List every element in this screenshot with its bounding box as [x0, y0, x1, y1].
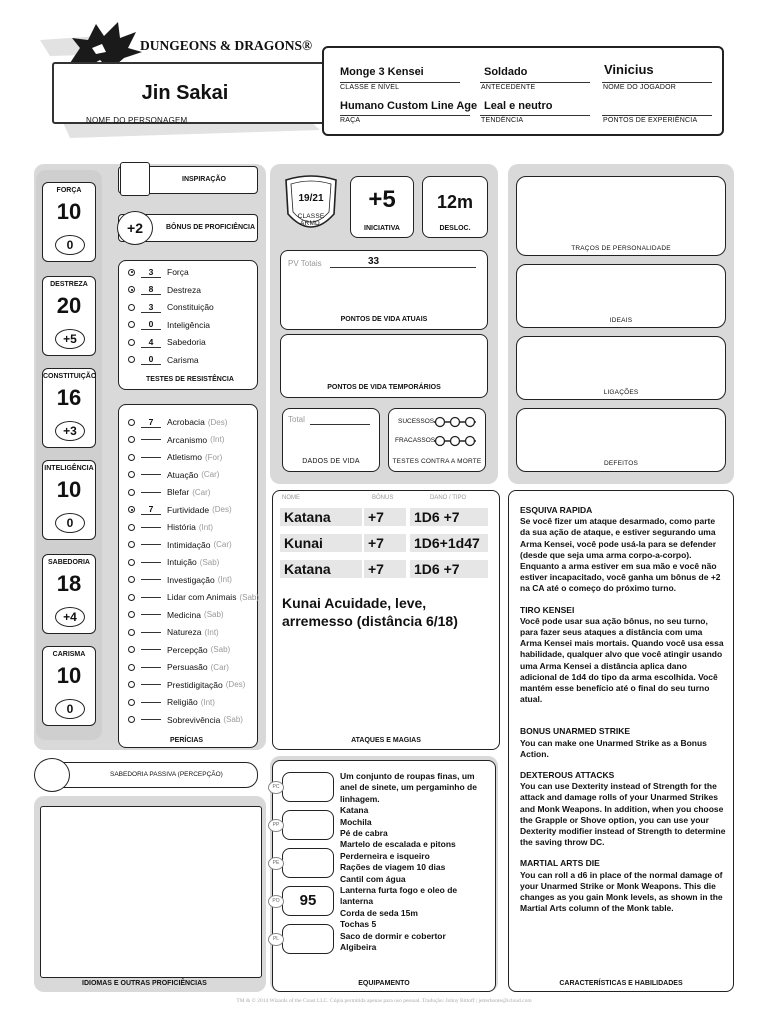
- proficiency-dot[interactable]: [128, 489, 135, 496]
- feature-heading: TIRO KENSEI: [520, 604, 575, 615]
- coin-box-pp[interactable]: [282, 810, 334, 840]
- skill-ability: (Sab): [239, 592, 260, 602]
- skill-value[interactable]: 7: [141, 504, 161, 515]
- skill-ability: (Sab): [210, 645, 231, 654]
- skill-ability: (Des): [207, 417, 228, 427]
- skill-value[interactable]: [141, 527, 161, 528]
- skill-row: [128, 589, 259, 605]
- skill-row: [128, 624, 219, 640]
- skill-value[interactable]: [141, 667, 161, 668]
- armor-class-value[interactable]: 19/21: [298, 193, 324, 204]
- background-value[interactable]: Soldado: [484, 66, 528, 78]
- skill-value[interactable]: [141, 649, 161, 650]
- skill-row: [128, 484, 210, 500]
- saving-throw-row: [128, 334, 206, 350]
- proficiency-dot[interactable]: [128, 304, 135, 311]
- skill-value[interactable]: [141, 457, 161, 458]
- speed-label: DESLOC.: [439, 225, 471, 232]
- attack-bonus[interactable]: +7: [364, 534, 406, 552]
- skill-row: [128, 519, 213, 535]
- proficiency-dot[interactable]: [128, 594, 135, 601]
- skill-row: [128, 572, 232, 588]
- feature-heading: MARTIAL ARTS DIE: [520, 858, 600, 869]
- skill-name: Furtividade: [167, 504, 210, 515]
- xp-label: PONTOS DE EXPERIÊNCIA: [603, 117, 698, 124]
- proficiency-dot[interactable]: [128, 356, 135, 363]
- equipment-item: Martelo de escalada e pitons: [340, 839, 456, 850]
- proficiency-dot[interactable]: [128, 681, 135, 688]
- race-value[interactable]: Humano Custom Line Age: [340, 100, 478, 112]
- skill-row: [128, 432, 224, 448]
- feature-text: Você pode usar sua ação bônus, no seu turno, para fazer seus ataques a distância com uma Arma Kensei mais mortais. Quando você usa essa habilidade, qualquer alvo que você atingir usando uma Arma Kensei a distância aplica dano adicional de 1d4 do tipo da arma escolhida. Você mantém esse benefício até o final do seu turno atual.: [520, 615, 724, 705]
- skill-ability: (Car): [192, 487, 211, 497]
- personality-traits-label: TRAÇOS DE PERSONALIDADE: [571, 245, 671, 252]
- equipment-item: Mochila: [340, 816, 372, 827]
- features-text[interactable]: [520, 505, 726, 915]
- proficiency-dot[interactable]: [128, 339, 135, 346]
- saving-throw-row: [128, 352, 199, 368]
- equipment-item: Algibeira: [340, 942, 377, 953]
- skill-name: Religião: [167, 697, 198, 707]
- proficiency-dot[interactable]: [128, 436, 135, 443]
- attack-name[interactable]: Katana: [280, 508, 362, 526]
- skill-name: Percepção: [167, 644, 208, 655]
- inspiration-input[interactable]: [120, 162, 150, 196]
- ability-wisdom: SABEDORIA 18 +4: [42, 554, 96, 634]
- ability-intelligence: INTELIGÊNCIA 10 0: [42, 460, 96, 540]
- skill-row: [128, 449, 222, 465]
- saving-throw-name: Inteligência: [167, 319, 211, 330]
- equipment-item: Saco de dormir e cobertor: [340, 930, 446, 941]
- skill-ability: (Car): [201, 470, 220, 479]
- attacks-col-damage: DANO / TIPO: [430, 495, 467, 501]
- skill-name: Acrobacia: [167, 417, 205, 427]
- coin-label: PE: [268, 857, 284, 870]
- ability-constitution: CONSTITUIÇÃO 16 +3: [42, 368, 96, 448]
- personality-traits-box[interactable]: [516, 176, 726, 256]
- languages-title: IDIOMAS E OUTRAS PROFICIÊNCIAS: [82, 980, 207, 987]
- skill-name: Blefar: [167, 487, 190, 497]
- proficiency-dot[interactable]: [128, 576, 135, 583]
- saving-throw-value[interactable]: 4: [141, 337, 161, 348]
- equipment-item: Lanterna furta fogo e oleo de lanterna: [340, 885, 458, 907]
- proficiency-dot[interactable]: [128, 286, 135, 293]
- equipment-item: Corda de seda 15m: [340, 907, 418, 918]
- proficiency-dot[interactable]: [128, 629, 135, 636]
- proficiency-dot[interactable]: [128, 321, 135, 328]
- equipment-title: EQUIPAMENTO: [358, 980, 410, 987]
- alignment-label: TENDÊNCIA: [481, 117, 524, 124]
- skill-row: [128, 502, 232, 518]
- proficiency-dot[interactable]: [128, 269, 135, 276]
- equipment-item: Tochas 5: [340, 919, 377, 930]
- attack-name[interactable]: Kunai: [280, 534, 362, 552]
- race-label: RAÇA: [340, 117, 361, 124]
- proficiency-dot[interactable]: [128, 419, 135, 426]
- feature-text: Se você fizer um ataque desarmado, como parte da sua ação de ataque, e estiver segurando uma Arma Kensei, você pode usá-la para se defender (desde que seja uma arma corpo-a-corpo). Enquanto a arma estiver em sua mão e você não estiver incapacitado, você ganha um bônus de +2 na CA até o começo do próximo turno.: [520, 516, 721, 594]
- coin-box-po[interactable]: 95: [282, 886, 334, 916]
- skill-value[interactable]: [141, 719, 161, 720]
- skill-ability: (Des): [225, 680, 246, 689]
- skills-title: PERÍCIAS: [170, 737, 204, 744]
- skill-name: Investigação: [167, 574, 215, 585]
- saving-throw-value[interactable]: 0: [141, 319, 161, 330]
- skill-ability: (Sab): [223, 715, 243, 724]
- skill-ability: (Int): [198, 522, 214, 532]
- skill-name: Arcanismo: [167, 434, 208, 445]
- coin-box-pc[interactable]: [282, 772, 334, 802]
- ability-charisma: CARISMA 10 0: [42, 646, 96, 726]
- coin-label: PC: [268, 781, 284, 794]
- skill-name: Medicina: [167, 609, 202, 620]
- proficiency-dot[interactable]: [128, 716, 135, 723]
- initiative-value[interactable]: +5: [368, 186, 396, 213]
- skill-value[interactable]: [141, 492, 161, 493]
- skill-row: [128, 414, 227, 430]
- skill-ability: (Int): [200, 697, 215, 707]
- coin-label: PO: [268, 895, 284, 908]
- skill-value[interactable]: [141, 597, 161, 598]
- ability-dexterity: DESTREZA 20 +5: [42, 276, 96, 356]
- logo-text: DUNGEONS & DRAGONS®: [140, 38, 313, 53]
- saving-throw-row: [128, 317, 210, 333]
- initiative-label: INICIATIVA: [364, 225, 400, 232]
- death-saves-success-label: SUCESSOS: [398, 418, 435, 425]
- bonds-label: LIGAÇÕES: [603, 389, 639, 396]
- skill-value[interactable]: [141, 579, 161, 580]
- equipment-item: Um conjunto de roupas finas, um anel de sinete, um pergaminho de linhagem.: [340, 771, 477, 804]
- attack-damage[interactable]: 1D6 +7: [410, 508, 488, 526]
- skill-name: Sobrevivência: [167, 714, 221, 725]
- ability-strength: FORÇA 10 0: [42, 182, 96, 262]
- equipment-list[interactable]: [340, 771, 490, 954]
- equipment-item: Pé de cabra: [340, 828, 388, 839]
- speed-value[interactable]: 12m: [436, 192, 474, 212]
- attack-bonus[interactable]: +7: [364, 508, 406, 526]
- hp-max-label: PV Totais: [288, 259, 322, 268]
- saving-throw-value[interactable]: 0: [141, 354, 161, 365]
- hp-max-value[interactable]: 33: [368, 256, 380, 267]
- skill-name: Natureza: [167, 627, 202, 637]
- hp-temp-label: PONTOS DE VIDA TEMPORÁRIOS: [327, 384, 441, 391]
- skill-row: [128, 677, 245, 693]
- feature-heading: ESQUIVA RAPIDA: [520, 505, 593, 515]
- feature-text: You can roll a d6 in place of the normal damage of your Unarmed Strike or Monk Weapons. This die changes as you gain Monk levels, as shown in the Martial Arts column of the Monk table.: [520, 869, 723, 914]
- attacks-col-bonus: BÔNUS: [372, 495, 394, 501]
- armor-class-shield-icon: [282, 172, 340, 242]
- skill-row: [128, 467, 219, 483]
- skill-row: [128, 607, 224, 623]
- saving-throw-value[interactable]: 3: [141, 302, 161, 313]
- coin-label: PL: [268, 933, 284, 946]
- background-label: ANTECEDENTE: [481, 84, 536, 91]
- skill-name: Prestidigitação: [167, 679, 223, 690]
- saving-throw-name: Sabedoria: [167, 337, 206, 347]
- proficiency-value[interactable]: +2: [117, 211, 153, 245]
- death-saves-failure-circles[interactable]: [432, 435, 478, 447]
- skill-value[interactable]: [141, 562, 161, 563]
- coin-label: PP: [268, 819, 284, 832]
- attacks-col-name: NOME: [282, 495, 300, 501]
- ideals-label: IDEAIS: [609, 317, 633, 324]
- skill-row: [128, 659, 229, 675]
- feature-heading: DEXTEROUS ATTACKS: [520, 770, 615, 781]
- skill-name: Lidar com Animais: [167, 592, 237, 602]
- equipment-item: Katana: [340, 805, 369, 816]
- proficiency-dot[interactable]: [128, 611, 135, 618]
- attack-bonus[interactable]: +7: [364, 560, 406, 578]
- attack-name[interactable]: Katana: [280, 560, 362, 578]
- footer-copyright: TM & © 2014 Wizards of the Coast LLC. Cópia permitida apenas para uso pessoal. Tradução: Johny Bittoff | jetterbonte@icloud.com: [236, 998, 532, 1004]
- saving-throw-value[interactable]: 8: [141, 284, 161, 295]
- attack-damage[interactable]: 1D6 +7: [410, 560, 488, 578]
- saving-throw-name: Força: [167, 267, 189, 277]
- skill-value[interactable]: 7: [141, 417, 161, 428]
- skill-value[interactable]: [141, 474, 161, 475]
- player-name-value[interactable]: Vinicius: [604, 62, 654, 77]
- inspiration-label: INSPIRAÇÃO: [182, 176, 226, 183]
- death-saves-label: TESTES CONTRA A MORTE: [392, 458, 482, 465]
- proficiency-dot[interactable]: [128, 506, 135, 513]
- skill-ability: (Sab): [204, 610, 224, 619]
- skill-ability: (Des): [212, 505, 232, 514]
- proficiency-label: BÔNUS DE PROFICIÊNCIA: [166, 224, 256, 231]
- coin-box-pl[interactable]: [282, 924, 334, 954]
- attacks-notes[interactable]: Kunai Acuidade, leve, arremesso (distância 6/18): [282, 595, 458, 629]
- passive-perception-value[interactable]: [34, 758, 70, 792]
- skill-ability: (Int): [204, 627, 219, 637]
- skill-value[interactable]: [141, 702, 161, 703]
- character-name[interactable]: Jin Sakai: [141, 82, 229, 104]
- saving-throw-name: Destreza: [167, 284, 202, 295]
- features-title: CARACTERÍSTICAS E HABILIDADES: [559, 980, 683, 987]
- character-name-label: NOME DO PERSONAGEM: [86, 116, 188, 125]
- skill-row: [128, 694, 215, 710]
- skill-row: [128, 554, 219, 570]
- hp-current-label: PONTOS DE VIDA ATUAIS: [340, 316, 428, 323]
- skill-value[interactable]: [141, 614, 161, 615]
- skill-name: Intimidação: [167, 539, 211, 550]
- flaws-label: DEFEITOS: [604, 460, 638, 467]
- proficiency-dot[interactable]: [128, 454, 135, 461]
- skill-value[interactable]: [141, 684, 161, 685]
- proficiency-dot[interactable]: [128, 699, 135, 706]
- skill-name: Atuação: [167, 469, 199, 480]
- saving-throw-row: [128, 282, 201, 298]
- alignment-value[interactable]: Leal e neutro: [484, 100, 553, 112]
- proficiency-dot[interactable]: [128, 559, 135, 566]
- skill-name: História: [167, 522, 196, 532]
- saving-throw-name: Constituição: [167, 302, 214, 312]
- equipment-item: Rações de viagem 10 dias: [340, 862, 446, 873]
- skill-row: [128, 537, 232, 553]
- death-saves-success-circles[interactable]: [432, 416, 478, 428]
- skill-name: Intuição: [167, 557, 197, 567]
- saving-throw-name: Carisma: [167, 354, 199, 365]
- skill-row: [128, 642, 230, 658]
- proficiency-dot[interactable]: [128, 541, 135, 548]
- skill-value[interactable]: [141, 632, 161, 633]
- death-saves-failure-label: FRACASSOS: [395, 437, 436, 444]
- attack-damage[interactable]: 1D6+1d47: [410, 534, 488, 552]
- proficiency-dot[interactable]: [128, 524, 135, 531]
- languages-box[interactable]: [40, 806, 262, 978]
- passive-perception-label: SABEDORIA PASSIVA (PERCEPÇÃO): [110, 771, 223, 778]
- skill-ability: (Car): [213, 540, 232, 549]
- skill-row: [128, 712, 243, 728]
- equipment-item: Cantil com água: [340, 873, 406, 884]
- feature-heading: BONUS UNARMED STRIKE: [520, 726, 631, 737]
- armor-class-label-1: CLASSE: [297, 213, 325, 220]
- saving-throw-row: [128, 299, 214, 315]
- feature-text: You can use Dexterity instead of Strength for the attack and damage rolls of your Unarmed Strikes and Monk Weapons. In addition, when you choose the Grapple or Shove option, you can use your Dexterity modifier instead of Strength to determine the saving throw DC.: [520, 781, 726, 848]
- skill-value[interactable]: [141, 544, 161, 545]
- player-name-label: NOME DO JOGADOR: [603, 84, 677, 91]
- feature-text: You can make one Unarmed Strike as a Bonus Action.: [520, 737, 707, 759]
- proficiency-dot[interactable]: [128, 646, 135, 653]
- saving-throw-value[interactable]: 3: [141, 267, 161, 278]
- skill-ability: (Sab): [199, 557, 220, 567]
- saving-throws-title: TESTES DE RESISTÊNCIA: [146, 376, 234, 383]
- coin-box-pe[interactable]: [282, 848, 334, 878]
- skill-name: Persuasão: [167, 662, 208, 672]
- class-level-value[interactable]: Monge 3 Kensei: [340, 66, 424, 78]
- armor-class-label-2: ARMD.: [300, 220, 322, 227]
- skill-ability: (Int): [217, 575, 232, 584]
- skill-ability: (Int): [210, 435, 225, 444]
- skill-ability: (Car): [210, 662, 229, 672]
- skill-value[interactable]: [141, 439, 161, 440]
- attacks-title: ATAQUES E MAGIAS: [351, 737, 421, 744]
- equipment-item: Perderneira e isqueiro: [340, 850, 430, 861]
- class-level-label: CLASSE E NÍVEL: [340, 84, 400, 91]
- saving-throw-row: [128, 264, 189, 280]
- skill-ability: (For): [204, 452, 223, 462]
- hit-dice-total-label: Total: [288, 415, 305, 424]
- proficiency-dot[interactable]: [128, 471, 135, 478]
- hit-dice-label: DADOS DE VIDA: [302, 458, 360, 465]
- skill-name: Atletismo: [167, 452, 202, 462]
- proficiency-dot[interactable]: [128, 664, 135, 671]
